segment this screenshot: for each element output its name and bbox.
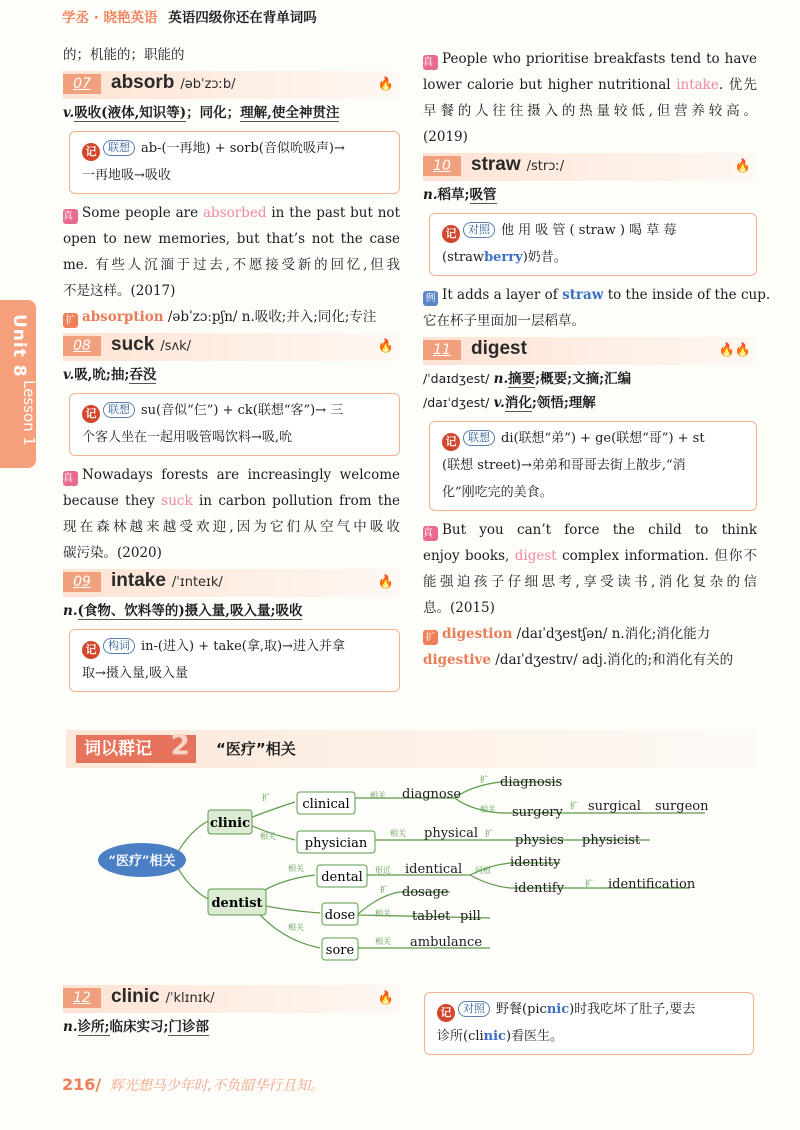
definition (423, 183, 757, 207)
example-keyword: digest (514, 548, 557, 564)
link-label: 扩 (262, 793, 270, 802)
memo-text: 取→摄入量,吸入量 (82, 666, 189, 681)
page-slash: / (95, 1075, 102, 1094)
extend-icon: 扩 (423, 630, 438, 645)
meaning: ;概要;文摘;汇编 (535, 371, 632, 387)
word-tablet: tablet (412, 909, 451, 924)
headword: digest (471, 338, 527, 359)
example-text: People who prioritise breakfasts tend to have (442, 51, 757, 67)
example-keyword: suck (161, 493, 193, 509)
example-line: (2019) (423, 129, 468, 145)
memory-tip-box (69, 393, 400, 456)
section-header (66, 730, 756, 768)
meaning: ;领悟;理解 (531, 395, 596, 411)
headword-bar (63, 985, 400, 1013)
meaning-key: 诊所; (77, 1019, 110, 1035)
extension-text: /daɪˈdʒestɪv/ adj.消化的;和消化有关的 (491, 652, 734, 668)
word-number: 07 (63, 74, 101, 94)
link-label: 扩 (380, 885, 388, 894)
example-icon: 真 (63, 471, 78, 486)
left-column (63, 42, 400, 698)
word-number: 11 (423, 340, 461, 360)
extension-word: digestive (423, 652, 491, 668)
phonetic: /ˈdaɪdʒest/ (423, 371, 490, 386)
link-label: 扩 (570, 801, 578, 810)
word-identify: identify (514, 881, 565, 896)
word-identification: identification (608, 877, 696, 892)
example-text: enjoy books, (423, 548, 515, 564)
section-badge (76, 728, 196, 763)
mind-map (90, 770, 730, 970)
memo-text: 个客人坐在一起用吸管喝饮料→吸,吮 (82, 430, 293, 445)
example-text: complex information. 但你不 (556, 548, 757, 564)
memo-text: ab-(一再地) + sorb(音似吮吸声)→ (141, 141, 345, 156)
node-clinic-label: clinic (209, 816, 251, 831)
meaning-key: 吸收 (275, 603, 303, 619)
memo-tag: 联想 (103, 140, 135, 156)
memo-tag: 构词 (103, 638, 135, 654)
headword-text: intake (111, 570, 166, 591)
headword-text: clinic (111, 986, 160, 1007)
link-label: 相关 (375, 909, 391, 918)
meaning: 吸,吮;抽; (74, 367, 130, 383)
meaning: 临床实习; (109, 1019, 169, 1035)
memo-keyword: nic (546, 1002, 570, 1017)
example-text: to the inside of the cup. (603, 287, 771, 303)
memory-tip-box (69, 131, 400, 194)
mindmap-center-label: “医疗”相关 (108, 854, 176, 869)
page-header (62, 6, 317, 26)
node-clinical-label: clinical (302, 797, 350, 812)
example-text: in the past but not (266, 205, 400, 221)
word-entry-absorb (63, 71, 400, 99)
definition (423, 391, 757, 415)
memory-tip-box (429, 421, 757, 511)
example-icon: 真 (423, 55, 438, 70)
word-surgery: surgery (512, 805, 563, 820)
link-label: 相关 (288, 923, 304, 932)
extension-line (423, 647, 757, 673)
part-of-speech: v. (493, 395, 505, 411)
link-label: 相关 (260, 832, 276, 841)
word-number: 08 (63, 336, 101, 356)
meaning-key: 吸收(液体,知识等) (74, 105, 187, 121)
memory-tip-box (69, 629, 400, 692)
node-dose-label: dose (324, 908, 356, 923)
meaning-key: 理解,使全神贯注 (240, 105, 340, 121)
headword-text: absorb (111, 72, 175, 93)
memo-text: in-(进入) + take(拿,取)→进入并拿 (141, 639, 345, 654)
phonetic: /daɪˈdʒest/ (423, 395, 490, 410)
memo-keyword: berry (484, 250, 523, 265)
example-line (63, 488, 400, 514)
memo-text: )看医生。 (505, 1029, 564, 1044)
example-icon: 真 (63, 209, 78, 224)
memo-text: (straw (442, 250, 485, 265)
meaning-key: 摘要 (508, 371, 536, 387)
link-label: 同根 (475, 866, 491, 875)
extension-word: absorption (82, 309, 164, 325)
example-text: But you can’t force the child to think (442, 522, 757, 538)
definition (63, 1015, 400, 1039)
unit-label: Unit 8 (9, 314, 29, 378)
phonetic: /strɔː/ (526, 159, 565, 174)
memo-text: 野餐(pic (496, 1002, 547, 1017)
memo-tag: 对照 (458, 1001, 490, 1017)
example-line (423, 543, 757, 569)
node-dental-label: dental (321, 870, 363, 885)
memo-icon: 记 (437, 1004, 455, 1022)
example-keyword: straw (562, 287, 604, 303)
word-dosage: dosage (402, 885, 449, 900)
example-line: 不是这样。(2017) (63, 283, 176, 299)
example-text: Nowadays forests are increasingly welcome (82, 467, 400, 483)
page-number: 216 (62, 1075, 96, 1094)
meaning: 稻草; (437, 187, 470, 203)
example-line (423, 282, 771, 308)
word-entry-intake (63, 569, 400, 597)
memo-keyword: nic (483, 1029, 506, 1044)
memo-text: di(联想“弟”) + ge(联想“哥”) + st (501, 431, 705, 446)
extension-line (63, 304, 400, 330)
meaning-key: 吞没 (129, 367, 157, 383)
word-diagnose: diagnose (402, 787, 462, 802)
example-text: because they (63, 493, 162, 509)
example-line: 它在杯子里面加一层稻草。 (423, 313, 585, 329)
example-keyword: intake (676, 77, 719, 93)
example-line: 能强迫孩子仔细思考,享受读书,消化复杂的信 (423, 574, 757, 590)
unit-side-tab (0, 300, 36, 468)
lesson-label: Lesson 1 (20, 380, 38, 446)
memo-icon: 记 (82, 143, 100, 161)
memo-icon: 记 (442, 225, 460, 243)
definition (423, 367, 757, 391)
example-line (63, 462, 400, 488)
link-label: 相关 (370, 791, 386, 800)
meaning-key: (食物、饮料等的)摄入量,吸入量; (77, 603, 276, 619)
memo-text: su(音似“仨”) + ck(联想“客”)→ 三 (141, 403, 344, 418)
example-text: It adds a layer of (442, 287, 563, 303)
word-entry-clinic (63, 982, 400, 1039)
phonetic: /ˈklɪnɪk/ (165, 991, 215, 1006)
word-physics: physics (515, 833, 564, 848)
part-of-speech: n. (493, 371, 509, 387)
word-identity: identity (510, 855, 561, 870)
word-identical: identical (405, 862, 463, 877)
fire-icon: 🔥 (377, 991, 394, 1006)
memory-tip-box (424, 992, 754, 1055)
memo-text: 他 用 吸 管 ( straw ) 喝 草 莓 (501, 223, 677, 238)
extension-word: digestion (442, 626, 513, 642)
example-text: in carbon pollution from the (198, 493, 400, 509)
node-physician-label: physician (304, 836, 368, 851)
memory-tip-box (429, 213, 757, 276)
headword (111, 570, 223, 592)
footer-quote: 辉光想马少年时,不负韶华行且知。 (109, 1078, 325, 1094)
example-line: 息。(2015) (423, 600, 495, 616)
meaning-key: 消化 (504, 395, 532, 411)
word-entry-digest (423, 337, 757, 365)
word-surgeon: surgeon (655, 799, 709, 814)
word-pill: pill (460, 909, 481, 924)
memo-icon: 记 (82, 405, 100, 423)
link-label: 相关 (288, 864, 304, 873)
example-line (423, 517, 757, 543)
memo-icon: 记 (442, 433, 460, 451)
example-line: 早餐的人往往摄入的热量较低,但营养较高。 (423, 103, 757, 119)
fire-icon: 🔥 (377, 77, 394, 92)
word-number: 10 (423, 156, 461, 176)
fire-icon: 🔥 (377, 575, 394, 590)
memo-tag: 联想 (103, 402, 135, 418)
link-label: 相关 (390, 829, 406, 838)
example-line (423, 46, 757, 72)
headword-text: suck (111, 334, 155, 355)
example-keyword: absorbed (202, 205, 267, 221)
fire-icon: 🔥🔥 (718, 343, 751, 358)
word-number: 09 (63, 572, 101, 592)
definition (63, 363, 400, 387)
headword-text: straw (471, 154, 521, 175)
part-of-speech: v. (63, 367, 75, 383)
link-label: 扩 (480, 775, 488, 784)
section-title: “医疗”相关 (216, 740, 296, 758)
link-label: 相关 (375, 937, 391, 946)
extension-text: /daɪˈdʒestʃən/ n.消化;消化能力 (512, 626, 711, 642)
link-label: 扩 (585, 879, 593, 888)
section-number: 2 (170, 728, 190, 761)
word-number: 12 (63, 988, 101, 1008)
headword (111, 72, 236, 94)
fire-icon: 🔥 (377, 339, 394, 354)
example-line (423, 72, 757, 98)
extension-line (423, 621, 757, 647)
headword (471, 154, 564, 176)
extend-icon: 扩 (63, 313, 78, 328)
word-physical: physical (424, 826, 479, 841)
page-footer (62, 1075, 324, 1095)
section-badge-text: 词以群记 (84, 739, 152, 759)
continuation-text: 的；机能的；职能的 (63, 47, 185, 63)
memo-text: )时我吃坏了肚子,要去 (569, 1002, 696, 1017)
header-title: 英语四级你还在背单词吗 (168, 10, 317, 26)
example-line: open to new memories, but that’s not the case (63, 231, 400, 247)
example-text: lower calorie but higher nutritional (423, 77, 677, 93)
word-entry-straw (423, 153, 757, 181)
phonetic: /əbˈzɔːb/ (180, 77, 236, 92)
fire-icon: 🔥 (734, 159, 751, 174)
extension-text: /əbˈzɔːpʃn/ n.吸收;并入;同化;专注 (163, 309, 377, 325)
memo-text: (联想 street)→弟弟和哥哥去街上散步,“消 (442, 458, 686, 473)
memo-tag: 对照 (463, 222, 495, 238)
example-line: 碳污染。(2020) (63, 545, 162, 561)
meaning-key: 吸管 (469, 187, 497, 203)
word-ambulance: ambulance (410, 935, 483, 950)
part-of-speech: n. (63, 603, 78, 619)
link-label: 形近 (375, 866, 391, 875)
headword (111, 986, 214, 1008)
headword (111, 334, 191, 356)
link-label: 相关 (480, 805, 496, 814)
memo-text: 诊所(cli (437, 1029, 484, 1044)
definition (63, 101, 400, 125)
example-line: 现在森林越来越受欢迎,因为它们从空气中吸收 (63, 519, 400, 535)
memo-text: 化”刚吃完的美食。 (442, 485, 553, 500)
memo-text: 一再地吸→吸收 (82, 168, 171, 183)
example-text: Some people are (82, 205, 203, 221)
part-of-speech: v. (63, 105, 75, 121)
example-line (63, 200, 400, 226)
example-icon: 例 (423, 291, 438, 306)
example-text: . 优先 (718, 77, 757, 93)
phonetic: /sʌk/ (160, 339, 192, 354)
memo-icon: 记 (82, 641, 100, 659)
memo-text: )奶昔。 (522, 250, 567, 265)
word-surgical: surgical (588, 799, 641, 814)
word-diagnosis: diagnosis (500, 775, 563, 790)
memo-tag: 联想 (463, 430, 495, 446)
node-dentist-label: dentist (211, 896, 263, 911)
word-entry-suck (63, 333, 400, 361)
meaning-key: 门诊部 (168, 1019, 209, 1035)
example-icon: 真 (423, 526, 438, 541)
phonetic: /ˈɪnteɪk/ (171, 575, 223, 590)
part-of-speech: n. (63, 1019, 78, 1035)
meaning: ；同化； (186, 105, 241, 121)
right-column (423, 46, 771, 673)
header-brand: 学丞 · 晓艳英语 (62, 10, 158, 26)
definition (63, 599, 400, 623)
example-line: me. 有些人沉湎于过去,不愿接受新的回忆,但我 (63, 257, 400, 273)
link-label: 扩 (485, 829, 493, 838)
word-physicist: physicist (582, 833, 641, 848)
node-sore-label: sore (325, 943, 355, 958)
part-of-speech: n. (423, 187, 438, 203)
